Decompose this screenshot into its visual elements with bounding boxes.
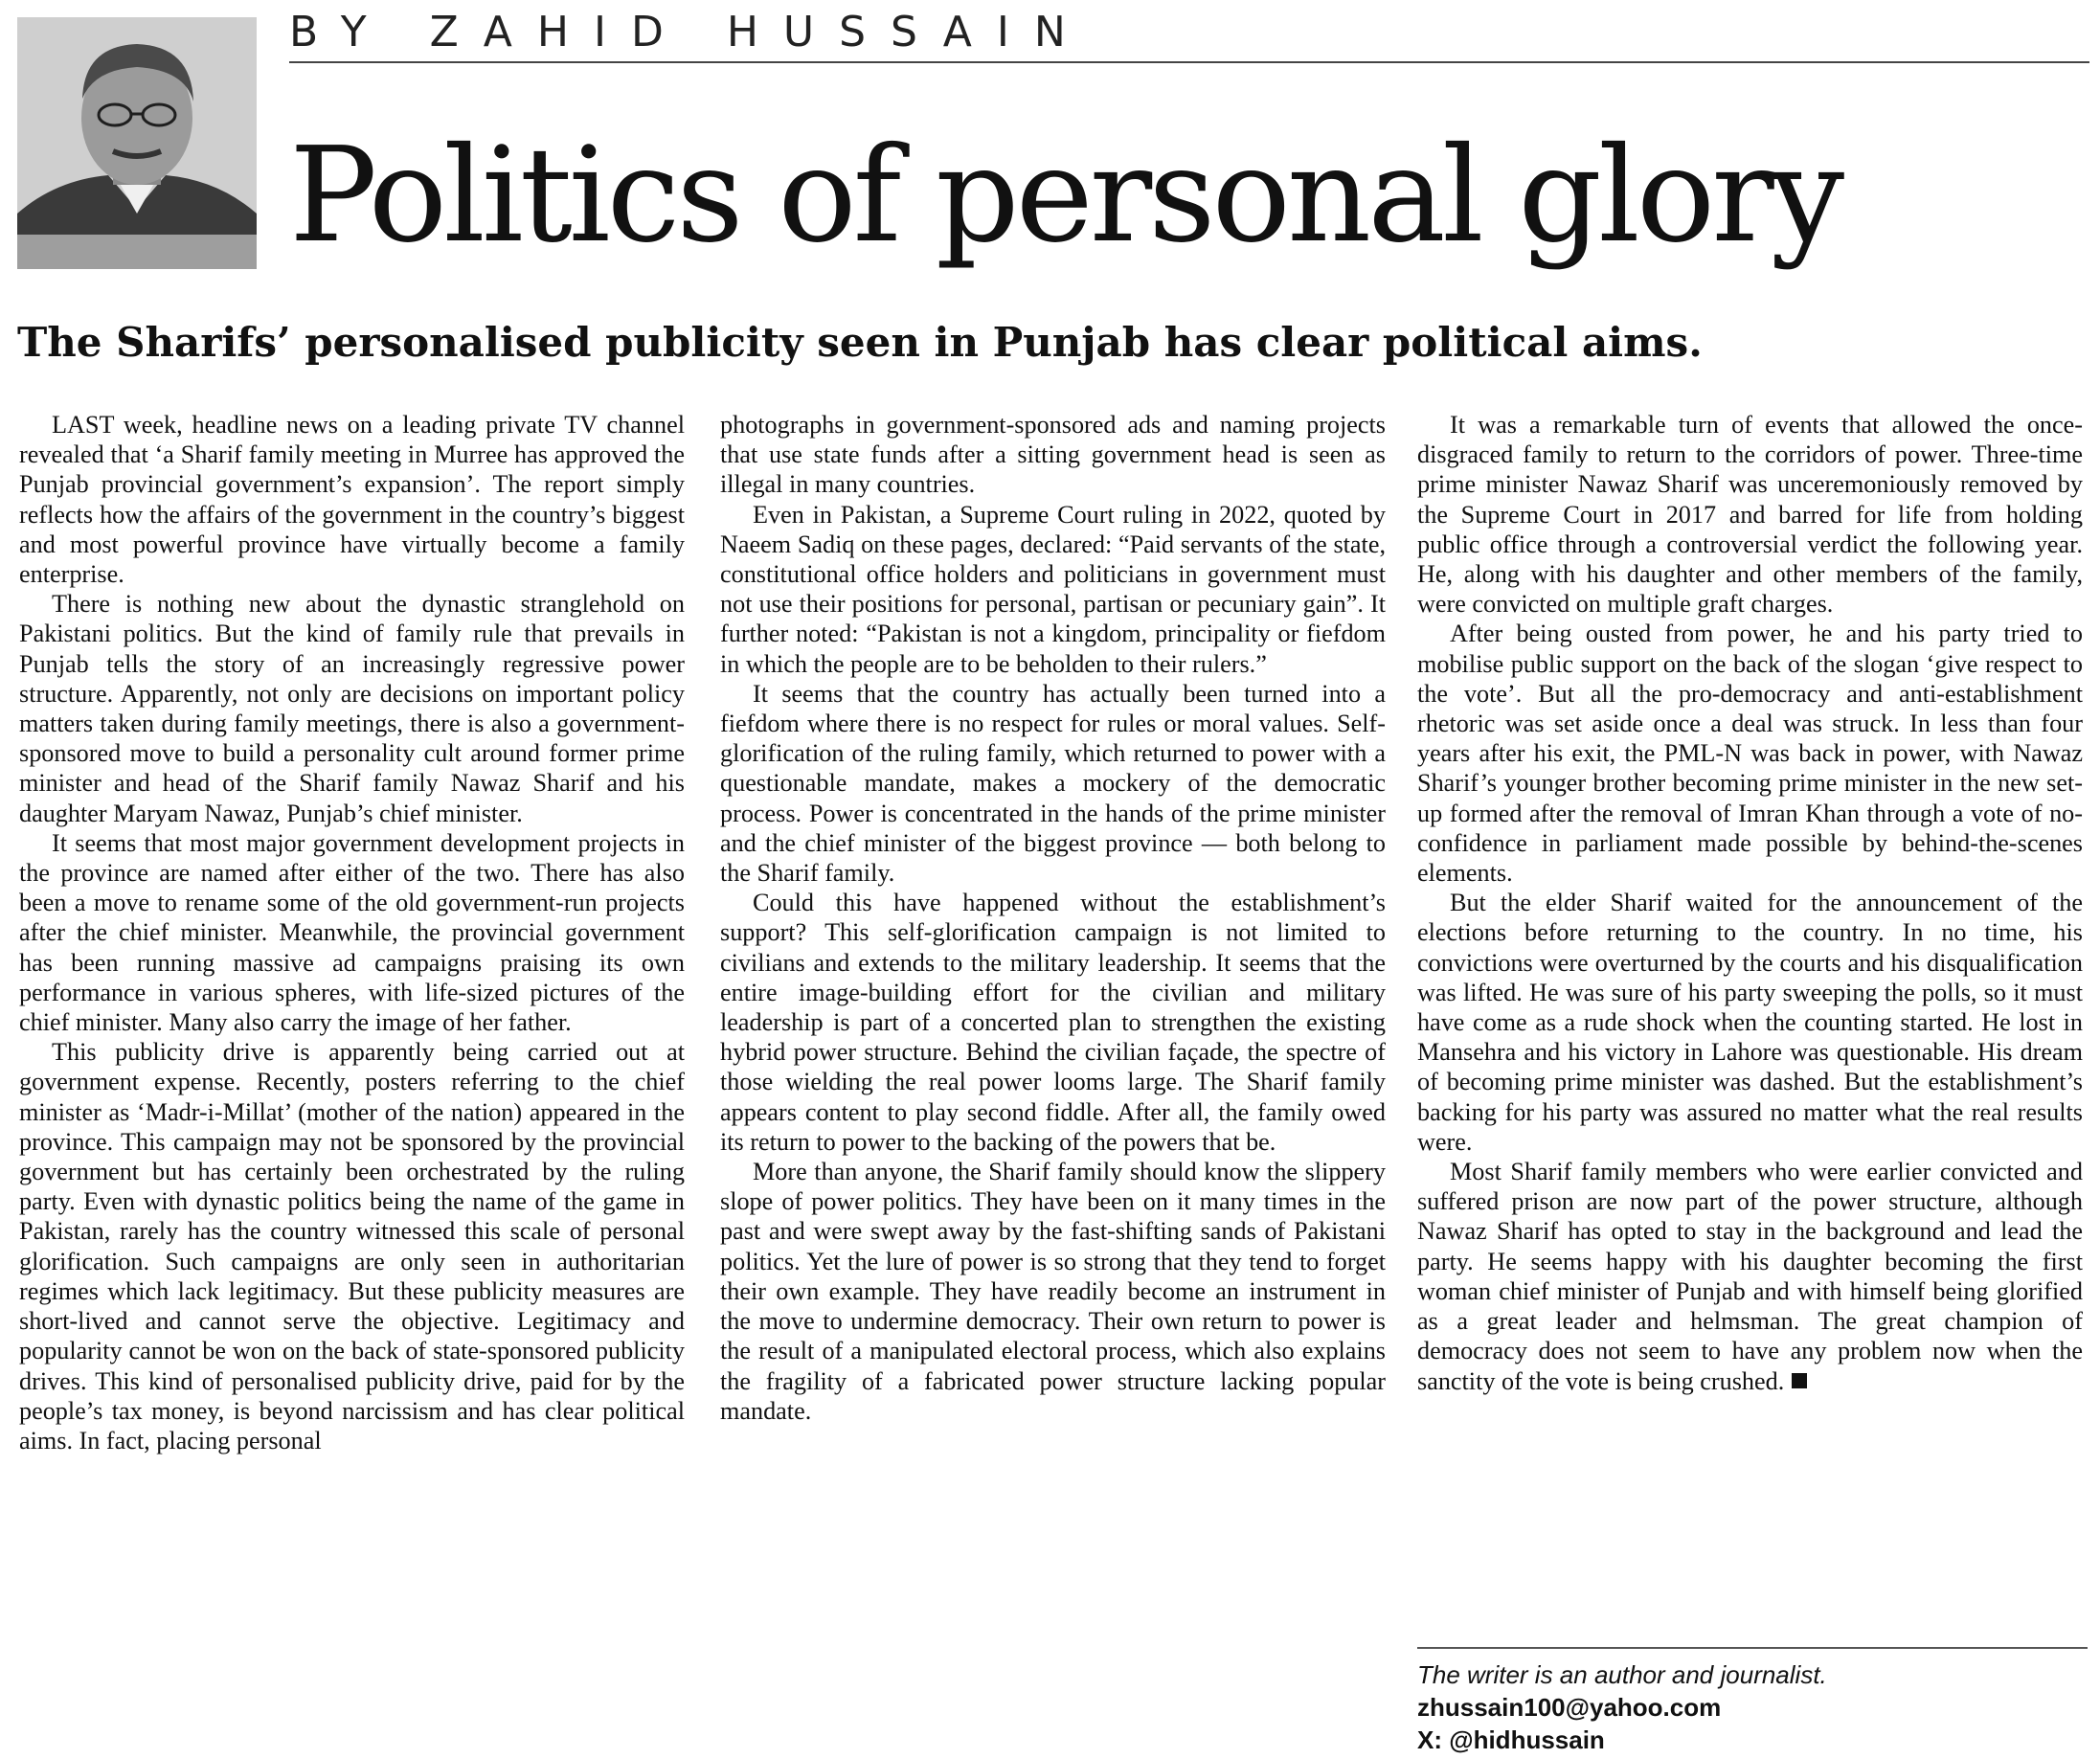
author-bio: The writer is an author and journalist.: [1417, 1660, 1827, 1689]
paragraph: After being ousted from power, he and his party tried to mobilise public support on the back of the slogan ‘give respect to the vote’. But all the pro-democracy and anti-establishment rhetoric was set aside once a deal was struck. In less than four years after his exit, the PML-N was back in power, with Nawaz Sharif’s younger brother becoming prime minister in the new set-up formed after the removal of Imran Khan through a vote of no-confidence in parliament made possible by behind-the-scenes elements.: [1417, 620, 2083, 888]
paragraph: It was a remarkable turn of events that allowed the once-disgraced family to return to the corridors of power. Three-time prime minister Nawaz Sharif was unceremoniously removed by the Supreme Court in 2017 and barred for life from holding public office through a controversial verdict the following year. He, along with his daughter and other members of the family, were convicted on multiple graft charges.: [1417, 411, 2083, 619]
article-column-3: [1417, 410, 2083, 1396]
paragraph-final: [1417, 1157, 2083, 1396]
paragraph: Even in Pakistan, a Supreme Court ruling in 2022, quoted by Naeem Sadiq on these pages, declared: “Paid servants of the state, constitutional office holders and politicians in government must not use their positions for personal, partisan or pecuniary gain”. It further noted: “Pakistan is not a kingdom, principality or fiefdom in which the people are to be beholden to their rulers.”: [720, 500, 1386, 678]
author-social-handle[interactable]: X: @hidhussain: [1417, 1725, 1605, 1754]
paragraph: This publicity drive is apparently being carried out at government expense. Recently, posters referring to the chief minister as ‘Madr-i-Millat’ (mother of the nation) appeared in the province. This campaign may not be sponsored by the provincial government but has certainly been orchestrated by the ruling party. Even with dynastic politics being the name of the game in Pakistan, rarely has the country witnessed this scale of personal glorification. Such campaigns are only seen in authoritarian regimes which lack legitimacy. But these publicity measures are short-lived and cannot serve the objective. Legitimacy and popularity cannot be won on the back of state-sponsored publicity drives. This kind of personalised publicity drive, paid for by the people’s tax money, is beyond narcissism and has clear political aims. In fact, placing personal: [19, 1038, 685, 1455]
byline-text: BY ZAHID HUSSAIN: [289, 8, 1091, 56]
article-column-2: [720, 410, 1386, 1426]
paragraph: It seems that most major government development projects in the province are named after either of the two. There has also been a move to rename some of the old government-run projects after the chief minister. Meanwhile, the provincial government has been running massive ad campaigns praising its own performance in various spheres, with life-sized pictures of the chief minister. Many also carry the image of her father.: [19, 828, 685, 1037]
paragraph: LAST week, headline news on a leading private TV channel revealed that ‘a Sharif family meeting in Murree has approved the Punjab provincial government’s expansion’. The report simply reflects how the affairs of the government in the country’s biggest and most powerful province have virtually become a family enterprise.: [19, 411, 685, 589]
byline: [289, 8, 2089, 63]
paragraph-text: Most Sharif family members who were earlier convicted and suffered prison are now part of the power structure, although Nawaz Sharif has opted to stay in the background and lead the party. He seems happy with his daughter becoming the first woman chief minister of Punjab and with himself being glorified as a great leader and helmsman. The great champion of democracy does not seem to have any problem now when the sanctity of the vote is being crushed.: [1417, 1158, 2083, 1395]
paragraph: photographs in government-sponsored ads and naming projects that use state funds after a sitting government head is seen as illegal in many countries.: [720, 411, 1386, 499]
photo-caption-bar: [17, 235, 257, 269]
paragraph: It seems that the country has actually been turned into a fiefdom where there is no respect for rules or moral values. Self-glorification of the ruling family, which returned to power with a questionable mandate, makes a mockery of the democratic process. Power is concentrated in the hands of the prime minister and the chief minister of the biggest province — both belong to the Sharif family.: [720, 679, 1386, 888]
paragraph: There is nothing new about the dynastic stranglehold on Pakistani politics. But the kind of family rule that prevails in Punjab tells the story of an increasingly regressive power structure. Apparently, not only are decisions on important policy matters taken during family meetings, there is also a government-sponsored move to build a personality cult around former prime minister and head of the Sharif family Nawaz Sharif and his daughter Maryam Nawaz, Punjab’s chief minister.: [19, 590, 685, 827]
end-mark-icon: [1792, 1373, 1807, 1388]
author-footer: [1417, 1647, 2088, 1756]
author-photo: [17, 17, 257, 268]
paragraph: Could this have happened without the establishment’s support? This self-glorification campaign is not limited to civilians and extends to the military leadership. It seems that the entire image-building effort for the civilian and military leadership is part of a concerted plan to strengthen the existing hybrid power structure. Behind the civilian façade, the spectre of those wielding the real power looms large. The Sharif family appears content to play second fiddle. After all, the family owed its return to power to the backing of the powers that be.: [720, 889, 1386, 1156]
paragraph: More than anyone, the Sharif family should know the slippery slope of power politics. They have been on it many times in the past and were swept away by the fast-shifting sands of Pakistani politics. Yet the lure of power is so strong that they tend to forget their own example. They have readily become an instrument in the move to undermine democracy. Their own return to power is the result of a manipulated electoral process, which also explains the fragility of a fabricated power structure lacking popular mandate.: [720, 1158, 1386, 1425]
subheadline: The Sharifs’ personalised publicity seen in Punjab has clear political aims.: [17, 319, 1703, 366]
headline: Politics of personal glory: [289, 120, 1841, 272]
paragraph: But the elder Sharif waited for the announcement of the elections before returning to the country. In no time, his convictions were overturned by the courts and his disqualification was lifted. He was sure of his party sweeping the polls, so it must have come as a rude shock when the counting started. He lost in Mansehra and his victory in Lahore was questionable. His dream of becoming prime minister was dashed. But the establishment’s backing for his party was assured no matter what the real results were.: [1417, 889, 2083, 1156]
author-email-link[interactable]: zhussain100@yahoo.com: [1417, 1693, 1722, 1722]
author-portrait-image: [17, 17, 257, 268]
article-column-1: [19, 410, 685, 1455]
